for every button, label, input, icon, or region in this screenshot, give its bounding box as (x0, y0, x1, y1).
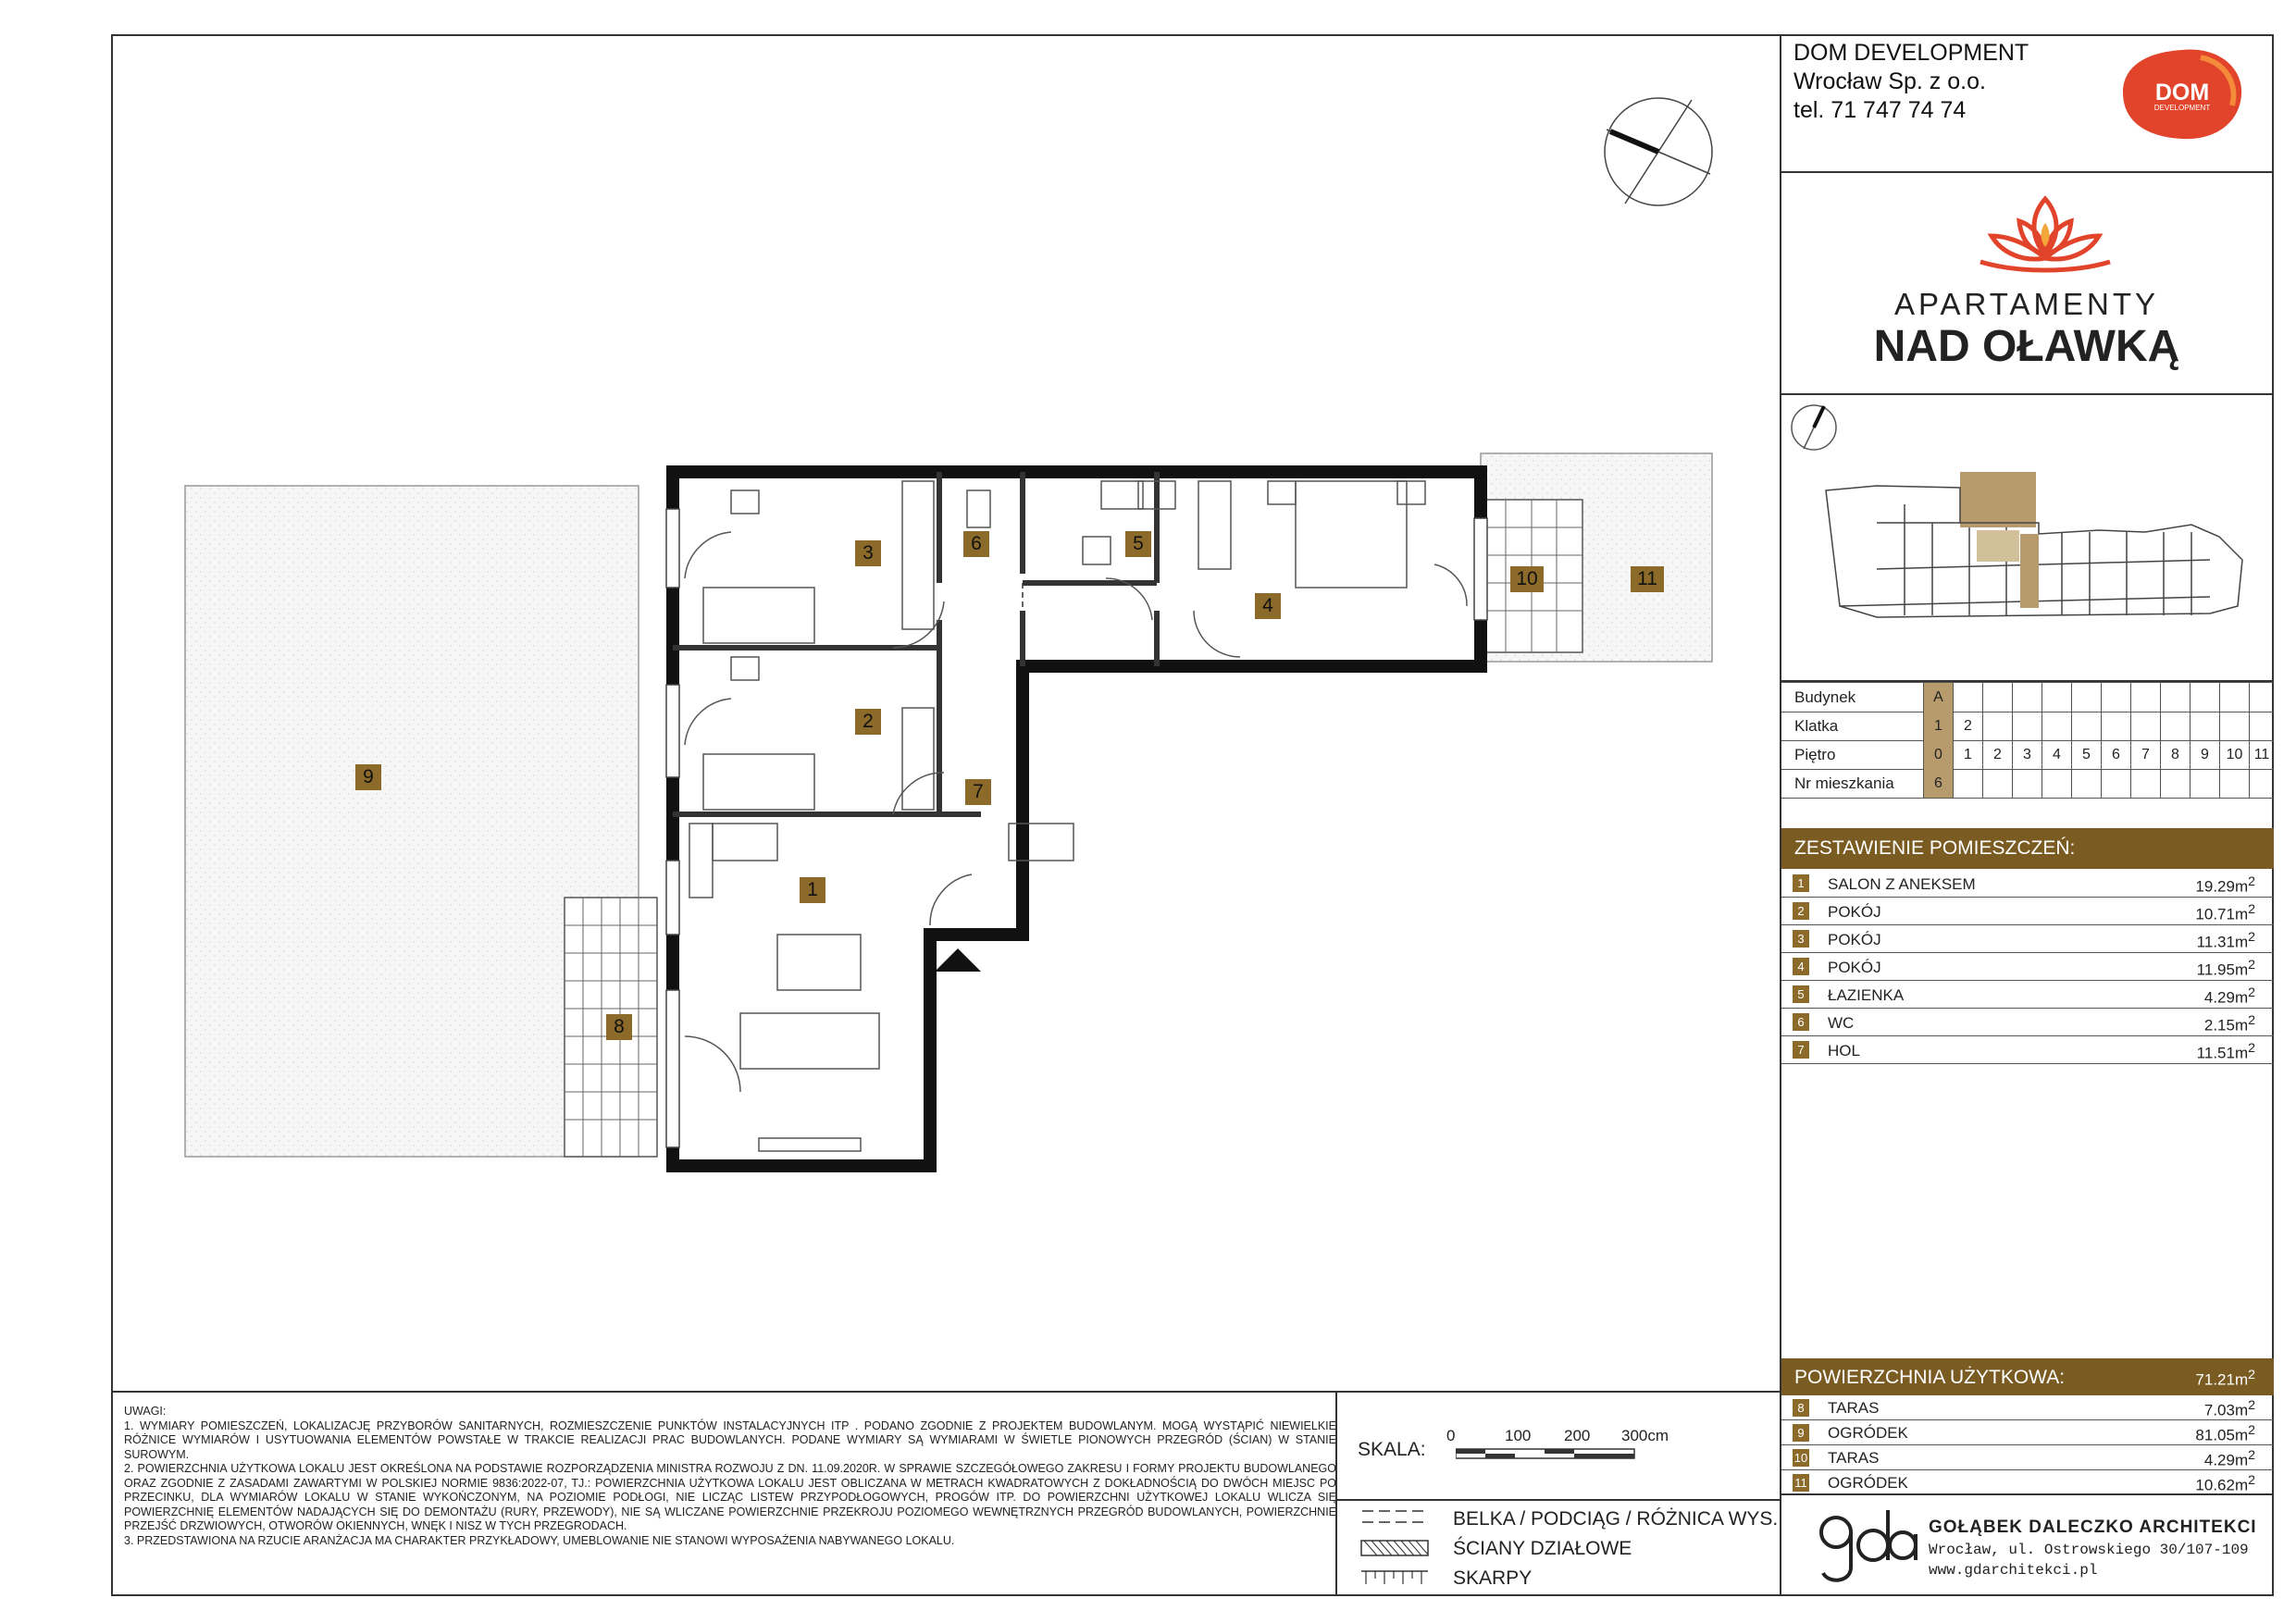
usable-area-value: 71.21m (2195, 1370, 2249, 1389)
hatch-wall-shape (1360, 1540, 1429, 1556)
dom-logo-text: DOM (2154, 80, 2210, 105)
table-cell (2130, 683, 2160, 712)
notes-block (124, 1405, 1336, 1548)
table-cell (2219, 769, 2249, 798)
room-number: 8 (1793, 1399, 1809, 1417)
table-cell (2012, 683, 2042, 712)
room-name: OGRÓDEK (1828, 1474, 1908, 1492)
building-keyplan (1821, 467, 2265, 643)
table-cell: 0 (1923, 740, 1953, 769)
plan-room-tag: 4 (1255, 593, 1281, 619)
table-cell (2219, 683, 2249, 712)
plan-room-tag: 1 (800, 877, 825, 903)
table-cell (2190, 683, 2219, 712)
table-cell (2042, 712, 2071, 740)
plan-room-tag: 7 (965, 779, 991, 805)
logo-divider (1780, 393, 2274, 395)
room-number: 1 (1793, 874, 1809, 892)
room-row (1781, 870, 2274, 898)
room-number: 2 (1793, 902, 1809, 920)
architect-web: www.gdarchitekci.pl (1929, 1562, 2098, 1579)
extra-row (1781, 1445, 2274, 1470)
lotus-icon-shape (1971, 190, 2119, 282)
usable-area-total (2195, 1368, 2255, 1390)
table-cell: 3 (2012, 740, 2042, 769)
company-entity: Wrocław Sp. z o.o. (1793, 68, 1986, 94)
room-area (2204, 1013, 2255, 1035)
room-area (2195, 874, 2255, 897)
table-cell (1982, 683, 2012, 712)
keyplan-compass-shape (1789, 403, 1839, 452)
room-area-value: 2.15m (2203, 1016, 2249, 1035)
notes-item: 3. PRZEDSTAWIONA NA RZUCIE ARANŻACJA MA CHARAKTER PRZYKŁADOWY, UMEBLOWANIE NIE STANOWI WYPOSAŻENIA NABYWANEGO LOKALU. (124, 1533, 955, 1547)
room-area-unit: 2 (2248, 1013, 2255, 1028)
table-cell (2042, 769, 2071, 798)
room-number: 3 (1793, 930, 1809, 948)
table-label-klatka: Klatka (1794, 717, 1839, 735)
plan-room-tag: 2 (855, 709, 881, 735)
room-area-unit: 2 (2248, 930, 2255, 945)
table-cell: 2 (1953, 712, 1982, 740)
table-cell (2249, 712, 2274, 740)
table-cell (2071, 683, 2101, 712)
legend-divider (1337, 1499, 1781, 1501)
room-area-unit: 2 (2248, 1473, 2255, 1488)
table-cell (1953, 683, 1982, 712)
plan-room-tag: 3 (855, 540, 881, 566)
notes-item: 2. POWIERZCHNIA UŻYTKOWA LOKALU JEST OKREŚLONA NA PODSTAWIE ROZPORZĄDZENIA MINISTRA ROZWOJU Z DN. 11.09.2020R. W SPRAWIE SZCZEGÓŁOWEGO ZAKRESU I FORMY PROJEKTU BUDOWLANEGO ORAZ ZGODNIE Z ZASADAMI ZAWARTYMI W POLSKIEJ NORMIE 9836:2022-07, TJ.: POWIERZCHNIA UŻYTKOWA LOKALU JEST OBLICZANA W METRACH KWADRATOWYCH Z DOKŁADNOŚCIĄ DO DWÓCH MIEJSC PO PRZECINKU, DLA WYMIARÓW LOKALU W STANIE WYKOŃCZONYM, NA POZIOMIE PODŁOGI, NIE LICZĄC LISTEW PRZYPODŁOGOWYCH, PROGÓW ITP. DO POWIERZCHNI UŻYTKOWEJ LOKALU WLICZA SIĘ POWIERZCHNIĘ ELEMENTÓW NADAJĄCYCH SIĘ DO DEMONTAŻU (RURY, PRZEWODY), NIE SĄ WLICZANE POWIERZCHNIE PRZEKROJU POZIOMEGO WEWNĘTRZNYCH PRZEGRÓD BUDOWLANYCH, POWIERZCHNIE PRZEJŚĆ DRZWIOWYCH, OTWORÓW OKIENNYCH, WNĘK I NISZ W TYCH PRZEGRODACH. (124, 1462, 1336, 1532)
company-phone: tel. 71 747 74 74 (1793, 97, 1967, 123)
building-keyplan-shape (1821, 467, 2265, 643)
room-area-value: 19.29m (2195, 877, 2249, 896)
room-number: 4 (1793, 958, 1809, 975)
table-cell: 10 (2219, 740, 2249, 769)
table-row-klatka (1781, 712, 2274, 741)
table-cell: 6 (1923, 769, 1953, 798)
room-area (2197, 958, 2255, 980)
scale-tick-label: 100 (1505, 1427, 1532, 1444)
room-area (2195, 1423, 2255, 1445)
table-cell: 11 (2249, 740, 2274, 769)
room-row (1781, 898, 2274, 925)
room-area-value: 7.03m (2203, 1401, 2249, 1419)
table-cell: 7 (2130, 740, 2160, 769)
plan-room-tag: 6 (963, 531, 989, 557)
room-name: POKÓJ (1828, 959, 1881, 976)
table-cell: 8 (2160, 740, 2190, 769)
table-cell (2071, 769, 2101, 798)
room-area (2204, 985, 2255, 1008)
table-cell (2160, 683, 2190, 712)
room-area-value: 10.62m (2195, 1476, 2249, 1494)
table-cell: 6 (2101, 740, 2130, 769)
north-arrow-icon (1601, 94, 1716, 209)
architect-address: Wrocław, ul. Ostrowskiego 30/107-109 (1929, 1542, 2249, 1558)
room-area-unit: 2 (2248, 1398, 2255, 1413)
table-cell: 4 (2042, 740, 2071, 769)
table-cell (2249, 683, 2274, 712)
bottom-left-divider (111, 1391, 1781, 1393)
beam-dash-shape (1360, 1506, 1429, 1527)
room-row (1781, 953, 2274, 981)
scale-tick-label: 300cm (1621, 1427, 1669, 1444)
room-area-value: 10.71m (2195, 905, 2249, 923)
room-area (2195, 902, 2255, 924)
table-label-pietro: Piętro (1794, 746, 1836, 763)
room-number: 11 (1793, 1474, 1809, 1492)
room-area-unit: 2 (2248, 874, 2255, 889)
table-cell (2101, 712, 2130, 740)
room-area (2195, 1473, 2255, 1495)
table-cell (2012, 712, 2042, 740)
room-number: 9 (1793, 1424, 1809, 1442)
table-cell (2190, 769, 2219, 798)
table-cell (2160, 712, 2190, 740)
table-cell: 9 (2190, 740, 2219, 769)
keyplan-compass-icon (1789, 403, 1839, 452)
room-name: TARAS (1828, 1449, 1880, 1467)
table-cell (2101, 683, 2130, 712)
gda-logo-shape (1816, 1506, 1919, 1588)
room-number: 10 (1793, 1451, 1808, 1465)
room-number: 7 (1793, 1041, 1809, 1059)
table-cell (2130, 712, 2160, 740)
plan-room-tag: 9 (355, 764, 381, 790)
scale-bar (1456, 1447, 1635, 1458)
notes-item: 1. WYMIARY POMIESZCZEŃ, LOKALIZACJĘ PRZYBORÓW SANITARNYCH, ROZMIESZCZENIE PUNKTÓW INSTALACYJNYCH ITP . PODANO ZGODNIE Z PROJEKTEM BUDOWLANYM. MOGĄ WYSTĄPIĆ NIEWIELKIE RÓŻNICE WYMIARÓW I USYTUOWANIA ELEMENTÓW POWSTAŁE W TRAKCIE REALIZACJI PRAC BUDOWLANYCH. PODANE WYMIARY SĄ WYMIARAMI W ŚWIETLE PIONOWYCH PRZEGRÓD (ŚCIAN) W STANIE SUROWYM. (124, 1419, 1336, 1461)
company-name: DOM DEVELOPMENT (1793, 40, 2029, 66)
room-name: POKÓJ (1828, 903, 1881, 921)
room-area-value: 11.31m (2196, 933, 2249, 951)
room-area (2204, 1398, 2255, 1420)
room-row (1781, 981, 2274, 1009)
rooms-section-title: ZESTAWIENIE POMIESZCZEŃ: (1781, 828, 2274, 869)
room-name: OGRÓDEK (1828, 1424, 1908, 1442)
table-cell (2160, 769, 2190, 798)
table-row-pietro (1781, 740, 2274, 770)
room-area-value: 11.51m (2196, 1044, 2249, 1062)
slope-icon (1360, 1569, 1429, 1586)
lotus-icon (1971, 190, 2119, 282)
table-cell: A (1923, 683, 1953, 712)
table-cell (2130, 769, 2160, 798)
project-line1: APARTAMENTY (1893, 287, 2160, 321)
legend-item-label: BELKA / PODCIĄG / RÓŻNICA WYS. (1453, 1508, 1779, 1530)
room-name: WC (1828, 1014, 1855, 1032)
scale-tick-label: 0 (1446, 1427, 1456, 1444)
gda-logo (1816, 1506, 1919, 1588)
slope-shape (1360, 1569, 1429, 1586)
extra-row (1781, 1470, 2274, 1495)
table-cell (1982, 712, 2012, 740)
scale-tick-label: 200 (1564, 1427, 1591, 1444)
room-area-value: 11.95m (2196, 960, 2249, 979)
room-area (2197, 930, 2255, 952)
legend-item-label: SKARPY (1453, 1567, 1533, 1589)
room-area-value: 81.05m (2195, 1426, 2249, 1444)
room-row (1781, 1036, 2274, 1064)
room-area (2197, 1041, 2255, 1063)
table-label-budynek: Budynek (1794, 688, 1856, 706)
hatch-wall-icon (1360, 1540, 1429, 1556)
notes-title: UWAGI: (124, 1405, 167, 1418)
scale-label: SKALA: (1358, 1439, 1426, 1460)
table-cell (2249, 769, 2274, 798)
usable-area-title (1781, 1358, 2274, 1395)
dom-logo-subtext: DEVELOPMENT (2153, 104, 2211, 112)
room-name: SALON Z ANEKSEM (1828, 875, 1976, 893)
room-area-unit: 2 (2248, 1423, 2255, 1438)
table-cell (2190, 712, 2219, 740)
table-cell (1953, 769, 1982, 798)
room-number: 5 (1793, 985, 1809, 1003)
room-name: HOL (1828, 1042, 1860, 1059)
room-area-unit: 2 (2248, 1448, 2255, 1463)
room-area-unit: 2 (2248, 1041, 2255, 1056)
architect-name: GOŁĄBEK DALECZKO ARCHITEKCI (1929, 1518, 2257, 1537)
room-row (1781, 925, 2274, 953)
table-cell (2012, 769, 2042, 798)
room-number: 6 (1793, 1013, 1809, 1031)
room-area-unit: 2 (2248, 902, 2255, 917)
table-cell (2071, 712, 2101, 740)
extra-row (1781, 1420, 2274, 1445)
table-cell: 5 (2071, 740, 2101, 769)
room-area-unit: 2 (2248, 958, 2255, 973)
beam-dash-icon (1360, 1506, 1429, 1527)
legend-item-label: ŚCIANY DZIAŁOWE (1453, 1538, 1632, 1559)
room-name: ŁAZIENKA (1828, 986, 1905, 1004)
room-row (1781, 1009, 2274, 1036)
extra-row (1781, 1395, 2274, 1420)
room-area-value: 4.29m (2203, 1451, 2249, 1469)
room-name: POKÓJ (1828, 931, 1881, 948)
header-divider (1780, 171, 2274, 173)
plan-room-tag: 5 (1125, 531, 1151, 557)
scale-bar-shape (1456, 1448, 1635, 1459)
project-line2: NAD OŁAWKĄ (1873, 322, 2180, 371)
plan-room-tag: 11 (1631, 566, 1664, 592)
table-row-nr (1781, 769, 2274, 799)
table-cell (2042, 683, 2071, 712)
table-cell (2219, 712, 2249, 740)
plan-room-tag: 8 (606, 1014, 632, 1040)
room-area-unit: 2 (2248, 985, 2255, 1000)
table-cell: 2 (1982, 740, 2012, 769)
room-name: TARAS (1828, 1399, 1880, 1417)
plan-room-tag: 10 (1510, 566, 1544, 592)
table-row-budynek (1781, 683, 2274, 712)
table-label-nr: Nr mieszkania (1794, 774, 1894, 792)
usable-area-label: POWIERZCHNIA UŻYTKOWA: (1794, 1367, 2066, 1388)
table-cell (1982, 769, 2012, 798)
table-cell: 1 (1953, 740, 1982, 769)
table-cell: 1 (1923, 712, 1953, 740)
north-arrow-shape (1601, 94, 1716, 209)
usable-area-unit: 2 (2248, 1368, 2255, 1382)
room-area (2204, 1448, 2255, 1470)
table-cell (2101, 769, 2130, 798)
dom-logo (2117, 44, 2247, 144)
room-area-value: 4.29m (2203, 988, 2249, 1007)
